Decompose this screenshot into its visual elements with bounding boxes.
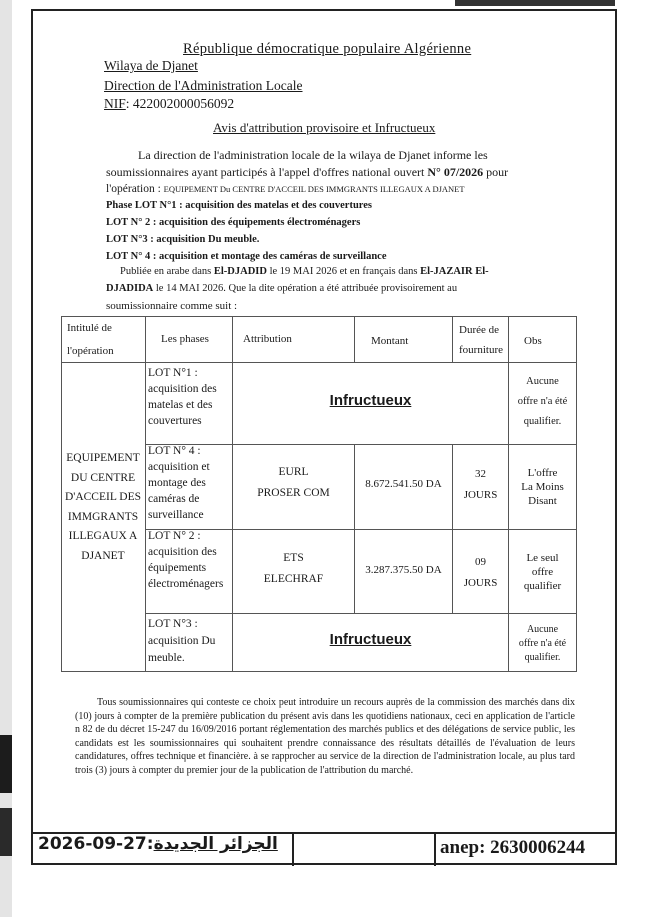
obs-line: qualifier.	[523, 416, 562, 427]
phase-line: LOT N°1 :	[148, 367, 198, 379]
obs-line: offre	[531, 566, 554, 578]
direction-line: Direction de l'Administration Locale	[104, 78, 303, 93]
operation-line: D'ACCEIL DES	[64, 491, 142, 503]
attribution-line: PROSER COM	[257, 487, 330, 499]
phase-line: surveillance	[148, 509, 204, 521]
obs-lot-4	[509, 466, 576, 508]
montant-lot-2: 3.287.375.50 DA	[365, 564, 442, 576]
table-border	[452, 316, 453, 363]
phase-line: montage des	[148, 477, 206, 489]
scan-dark-patch	[0, 808, 12, 856]
phase-line: acquisition et	[148, 461, 210, 473]
header-duree	[459, 322, 507, 359]
scan-dark-patch	[0, 735, 12, 793]
phase-line: LOT N° 4 :	[148, 445, 201, 457]
phase-lot-4	[148, 443, 210, 523]
obs-line: La Moins	[521, 481, 564, 493]
anep-number: 2630006244	[490, 837, 586, 858]
montant-lot-4: 8.672.541.50 DA	[365, 478, 442, 490]
pub-text: le 14 MAI 2026. Que la dite opération a été attribuée provisoirement au	[153, 283, 458, 294]
intro-line-1: La direction de l'administration locale de la wilaya de Djanet informe les	[138, 148, 488, 162]
recourse-paragraph: Tous soumissionnaires qui conteste ce choix peut introduire un recours auprès de la commission des marchés dans dix (10) jours à compter de la première publication du présent avis dans les quotidiens nationaux, ceci en application de l'article n 82 de du décret 15-247 du 16/09/2016 portant réglementation des marchés publics et des délégations de service public, les candidats est les soumissionnaires qui souhaitent prendre connaissance des résultats détaillés de l'évaluation de leurs candidatures, offres technique et financière. à se rapprocher au service de la direction de l'administration locale, au plus tard trois (3) jours à compter du premier jour de la publication de l'attribution du marché.	[75, 697, 575, 776]
phase-line: matelas et des	[148, 399, 213, 411]
nif-line	[104, 96, 234, 112]
header-intitule-2: l'opération	[67, 345, 114, 357]
publication-line-1	[120, 266, 489, 277]
header-phases: Les phases	[161, 333, 209, 345]
publication-date-value: 2026-09-27	[38, 834, 147, 854]
header-intitule	[67, 320, 145, 360]
operation-line: ILLEGAUX A	[68, 530, 138, 542]
intro-text: l'opération :	[106, 183, 164, 195]
phase-lot-1	[148, 365, 217, 429]
obs-line: Le seul	[526, 552, 559, 564]
table-border	[354, 316, 355, 363]
duree-line: 32	[475, 468, 486, 480]
table-border	[61, 671, 577, 672]
lot-4-line: LOT N° 4 : acquisition et montage des caméras de surveillance	[106, 251, 387, 262]
duree-line: JOURS	[463, 489, 498, 501]
republic-heading: République démocratique populaire Algérienne	[183, 41, 472, 57]
table-border	[145, 613, 577, 614]
duree-line: JOURS	[463, 577, 498, 589]
operation-line: IMMGRANTS	[67, 510, 139, 523]
phase-line: acquisition Du	[148, 635, 216, 647]
header-duree-1: Durée de	[459, 324, 500, 336]
operation-line: EQUIPEMENT	[66, 452, 140, 464]
scan-top-bar	[455, 0, 615, 6]
lot-3-line: LOT N°3 : acquisition Du meuble.	[106, 234, 260, 245]
attribution-lot-4	[233, 462, 354, 504]
operation-line: DJANET	[81, 549, 125, 562]
phase-line: couvertures	[148, 415, 202, 427]
phase-lot-2	[148, 528, 223, 592]
status-infructueux: Infructueux	[329, 392, 412, 409]
phase-line: électroménagers	[148, 578, 224, 590]
phase-line: LOT N°3 :	[148, 618, 198, 630]
nif-label: NIF	[104, 96, 126, 111]
recourse-notice	[75, 696, 575, 777]
header-montant: Montant	[371, 335, 409, 347]
nif-value: : 422002000056092	[125, 96, 235, 111]
paper-fr-cont: DJADIDA	[106, 283, 154, 294]
intro-text: soumissionnaires ayant participés à l'appel d'offres national ouvert	[106, 165, 428, 179]
table-border	[61, 316, 577, 317]
header-duree-2: fourniture	[459, 344, 503, 356]
intro-text: pour	[483, 165, 509, 179]
anep-box	[434, 832, 617, 866]
table-border	[354, 444, 355, 614]
table-border	[145, 444, 577, 445]
duree-line: 09	[475, 556, 486, 568]
duree-lot-2	[453, 552, 508, 594]
phase-line: meuble.	[148, 652, 185, 664]
publication-line-2	[106, 283, 457, 294]
phase-lot-3	[148, 616, 215, 667]
pub-text: le 19 MAI 2026 et en français dans	[266, 266, 421, 277]
tender-number: N° 07/2026	[427, 165, 484, 179]
obs-lot-1	[509, 372, 576, 432]
date-separator: :	[146, 834, 154, 854]
table-border	[61, 362, 577, 363]
lot-2-line: LOT N° 2 : acquisition des équipements électroménagers	[106, 217, 361, 228]
attribution-line: ETS	[283, 552, 304, 564]
status-infructueux: Infructueux	[329, 631, 412, 648]
phase-line: caméras de	[148, 493, 200, 505]
table-border	[576, 316, 577, 672]
obs-line: qualifier.	[524, 652, 561, 663]
header-attribution: Attribution	[243, 333, 292, 345]
obs-line: L'offre	[527, 467, 558, 479]
paper-fr: El-JAZAIR El-	[420, 266, 489, 277]
obs-line: Aucune	[526, 376, 559, 387]
obs-line: offre n'a été	[518, 638, 567, 649]
scan-left-margin	[0, 0, 12, 917]
obs-lot-2	[509, 551, 576, 593]
wilaya-line: Wilaya de Djanet	[104, 58, 198, 73]
anep-label: anep:	[440, 837, 486, 858]
lot-1-line: Phase LOT N°1 : acquisition des matelas et des couvertures	[106, 200, 373, 211]
phase-line: équipements	[148, 562, 207, 574]
pub-text: Publiée en arabe dans	[120, 266, 214, 277]
paper-ar: El-DJADID	[213, 266, 267, 277]
duree-lot-4	[453, 464, 508, 506]
attribution-line: EURL	[278, 466, 309, 478]
intro-line-2	[106, 164, 508, 181]
obs-lot-3	[509, 623, 576, 665]
obs-line: Aucune	[526, 624, 559, 635]
avis-title: Avis d'attribution provisoire et Infructueux	[213, 120, 436, 135]
header-obs: Obs	[524, 335, 542, 347]
bar-divider	[292, 832, 294, 866]
operation-line: DU CENTRE	[70, 471, 136, 484]
newspaper-name: الجزائر الجديدة	[153, 834, 278, 854]
phase-line: acquisition des	[148, 546, 217, 558]
phase-line: acquisition des	[148, 383, 217, 395]
table-border	[145, 316, 146, 672]
obs-line: offre n'a été	[517, 396, 568, 407]
publication-date	[38, 834, 278, 854]
attribution-lot-2	[233, 548, 354, 590]
header-intitule-1: Intitulé de	[67, 322, 112, 334]
operation-cell	[61, 449, 145, 566]
intro-line-3	[106, 181, 465, 198]
attribution-line: ELECHRAF	[263, 573, 324, 585]
phase-line: LOT N° 2 :	[148, 530, 201, 542]
attribution-table	[61, 316, 577, 672]
obs-line: qualifier	[523, 580, 562, 592]
operation-name: EQUIPEMENT Du CENTRE D'ACCEIL DES IMMGRANTS ILLEGAUX A DJANET	[163, 184, 465, 194]
obs-line: Disant	[528, 495, 557, 507]
publication-line-3: soumissionnaire comme suit :	[106, 300, 238, 312]
